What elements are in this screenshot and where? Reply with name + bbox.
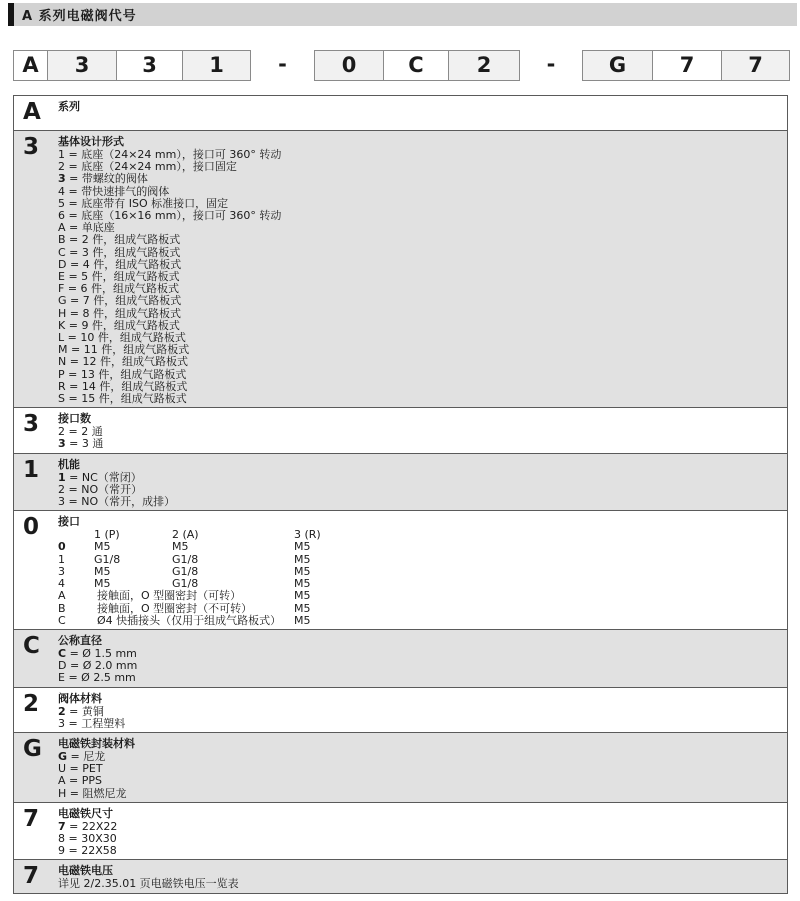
- option-value: NC（常闭）: [81, 470, 142, 484]
- port-row-a-value: G1/8: [172, 564, 199, 578]
- header-strip: [14, 3, 797, 26]
- code-cell-5: 0: [314, 50, 384, 81]
- option-equals: =: [65, 704, 82, 718]
- option-equals: =: [65, 425, 82, 439]
- option-key: G: [58, 749, 68, 763]
- port-row-r-value: M5: [294, 613, 311, 627]
- option-item: [58, 763, 779, 775]
- section-row: [14, 629, 787, 687]
- port-col-header: 2 (A): [172, 528, 199, 542]
- option-key: H: [58, 306, 67, 320]
- option-value: 11 件，组成气路板式: [83, 343, 190, 357]
- option-equals: =: [66, 257, 83, 271]
- option-equals: =: [66, 646, 83, 660]
- port-row-r-value: M5: [294, 601, 311, 615]
- code-cell-7: 2: [448, 50, 520, 81]
- section-code-letter: 7: [23, 863, 40, 890]
- option-equals: =: [65, 172, 82, 186]
- section-title: 机能: [58, 457, 80, 471]
- option-item: [58, 833, 779, 845]
- option-value: 阻燃尼龙: [82, 786, 127, 800]
- option-value: 3 件，组成气路板式: [81, 245, 181, 259]
- option-key: M: [58, 343, 68, 357]
- port-row-span-value: 接触面，O 型圈密封（可转）: [97, 589, 242, 603]
- port-row-a-value: G1/8: [172, 552, 199, 566]
- option-key: 3: [58, 172, 66, 186]
- section-row: [14, 96, 787, 130]
- port-row-key: 0: [58, 540, 66, 554]
- option-key: 3: [58, 437, 66, 451]
- option-equals: =: [64, 367, 81, 381]
- port-row-key: 1: [58, 552, 65, 566]
- option-key: 4: [58, 184, 65, 198]
- option-value: NO（常开，成排）: [81, 495, 176, 509]
- option-value: 尼龙: [83, 749, 106, 763]
- option-key: 1: [58, 148, 65, 161]
- option-equals: =: [65, 221, 82, 235]
- option-equals: =: [66, 306, 83, 320]
- option-equals: =: [65, 716, 82, 730]
- port-table-row: [58, 615, 779, 627]
- section-code-letter: 3: [23, 134, 40, 160]
- section-row: [14, 510, 787, 629]
- port-row-r-value: M5: [294, 577, 311, 591]
- section-content: [58, 96, 787, 130]
- option-key: F: [58, 282, 65, 296]
- code-cell-0: A: [13, 50, 48, 81]
- model-code-row: [13, 50, 797, 81]
- section-content: [58, 803, 787, 860]
- section-title: 系列: [58, 100, 80, 113]
- option-value: PPS: [81, 774, 102, 788]
- port-row-r-value: M5: [294, 552, 311, 566]
- section-row: [14, 687, 787, 732]
- option-equals: =: [65, 437, 82, 451]
- section-code-letter: 2: [23, 690, 40, 717]
- option-equals: =: [65, 184, 82, 198]
- port-table-row: [58, 566, 779, 578]
- option-equals: =: [65, 245, 82, 259]
- option-value: NO（常开）: [81, 482, 143, 496]
- port-row-a-value: M5: [172, 540, 189, 554]
- option-key: R: [58, 379, 66, 393]
- port-row-p-value: M5: [94, 577, 111, 591]
- option-value: 5 件，组成气路板式: [81, 270, 180, 284]
- option-equals: =: [65, 831, 82, 845]
- option-item: [58, 426, 779, 438]
- option-value: 13 件，组成气路板式: [80, 367, 187, 381]
- option-key: 9: [58, 844, 65, 858]
- option-value: 3 通: [81, 437, 104, 451]
- section-row: [14, 859, 787, 893]
- option-value: 22X22: [81, 819, 118, 833]
- option-equals: =: [64, 392, 82, 406]
- section-title: 接口: [58, 515, 80, 529]
- section-note: 详见 2/2.35.01 页电磁铁电压一览表: [58, 877, 239, 891]
- section-title: 公称直径: [58, 633, 102, 647]
- section-content: [58, 408, 787, 452]
- option-value: Ø 2.5 mm: [81, 671, 136, 685]
- option-value: 底座（16×16 mm），接口可 360° 转动: [81, 209, 282, 223]
- option-item: [58, 438, 779, 450]
- option-key: B: [58, 233, 66, 247]
- option-key: 5: [58, 196, 65, 210]
- option-equals: =: [65, 774, 82, 788]
- option-value: 黄铜: [81, 704, 104, 718]
- port-row-r-value: M5: [294, 540, 311, 554]
- option-value: 2 通: [81, 425, 103, 439]
- option-equals: =: [65, 482, 82, 496]
- section-content: [58, 131, 787, 407]
- option-value: 15 件，组成气路板式: [81, 392, 187, 406]
- section-row: [14, 802, 787, 860]
- code-separator: -: [278, 52, 287, 76]
- port-row-r-value: M5: [294, 589, 311, 603]
- option-equals: =: [66, 762, 83, 776]
- option-equals: =: [64, 331, 81, 345]
- code-separator: -: [546, 52, 556, 76]
- option-key: D: [58, 257, 67, 271]
- section-content: [58, 454, 787, 511]
- section-row: [14, 732, 787, 802]
- section-row: [14, 407, 787, 452]
- port-table-row: [58, 590, 779, 602]
- option-key: 2: [58, 482, 65, 496]
- code-cell-3: 1: [182, 50, 251, 81]
- option-key: S: [58, 392, 65, 406]
- port-row-key: 4: [58, 577, 65, 591]
- option-item: [58, 718, 779, 730]
- option-value: 22X58: [81, 844, 117, 858]
- option-key: C: [58, 646, 67, 660]
- section-row: [14, 130, 787, 407]
- option-value: 单底座: [81, 221, 115, 235]
- option-value: 工程塑料: [81, 716, 126, 730]
- section-content: [58, 630, 787, 687]
- section-code-letter: 0: [23, 514, 40, 541]
- code-cell-11: 7: [721, 50, 790, 81]
- option-equals: =: [65, 196, 82, 210]
- option-key: N: [58, 355, 67, 369]
- section-title: 基体设计形式: [58, 135, 124, 148]
- port-row-key: 3: [58, 564, 65, 578]
- section-content: [58, 860, 787, 893]
- option-key: K: [58, 318, 66, 332]
- option-item: [58, 161, 779, 173]
- option-equals: =: [66, 355, 83, 369]
- section-content: [58, 733, 787, 802]
- option-key: 6: [58, 209, 65, 223]
- section-content: [58, 688, 787, 732]
- port-row-p-value: G1/8: [94, 552, 121, 566]
- option-equals: =: [67, 749, 84, 763]
- option-value: 6 件，组成气路板式: [80, 282, 180, 296]
- page-header-bar: [8, 3, 797, 26]
- option-item: [58, 845, 779, 857]
- option-key: 2: [58, 704, 66, 718]
- option-value: 带螺纹的阀体: [81, 172, 148, 186]
- option-value: 8 件，组成气路板式: [82, 306, 181, 320]
- code-cell-9: G: [582, 50, 653, 81]
- code-cell-2: 3: [116, 50, 183, 81]
- option-item: [58, 821, 779, 833]
- option-value: 带快速排气的阀体: [81, 184, 170, 198]
- option-value: 底座带有 ISO 标准接口，固定: [81, 196, 229, 210]
- option-value: 7 件，组成气路板式: [82, 294, 182, 308]
- option-value: 9 件，组成气路板式: [81, 318, 180, 332]
- option-key: 3: [58, 495, 65, 509]
- option-equals: =: [65, 318, 82, 332]
- option-item: [58, 210, 779, 222]
- section-title: 电磁铁电压: [58, 864, 113, 878]
- option-equals: =: [65, 233, 82, 247]
- option-key: 8: [58, 831, 65, 845]
- option-item: [58, 393, 779, 405]
- section-code-letter: 7: [23, 805, 40, 832]
- option-equals: =: [64, 282, 81, 296]
- option-value: 14 件，组成气路板式: [81, 379, 188, 393]
- option-item: [58, 472, 779, 484]
- port-col-header: 1 (P): [94, 528, 120, 542]
- option-key: A: [58, 774, 66, 788]
- section-row: [14, 453, 787, 511]
- option-equals: =: [65, 209, 82, 223]
- port-col-header: 3 (R): [294, 528, 321, 542]
- section-code-letter: A: [23, 99, 41, 125]
- option-equals: =: [65, 844, 82, 858]
- option-key: E: [58, 671, 65, 685]
- option-key: 3: [58, 716, 65, 730]
- code-cell-1: 3: [47, 50, 117, 81]
- section-title: 接口数: [58, 412, 91, 426]
- port-row-key: B: [58, 601, 66, 615]
- code-cell-10: 7: [652, 50, 722, 81]
- code-cell-6: C: [383, 50, 449, 81]
- code-breakdown-table: [13, 95, 788, 894]
- section-code-letter: C: [23, 632, 40, 659]
- page-title: A 系列电磁阀代号: [22, 9, 137, 24]
- option-item: [58, 775, 779, 787]
- option-key: 7: [58, 819, 66, 833]
- port-row-key: A: [58, 589, 66, 603]
- section-content: [58, 511, 787, 629]
- section-title: 阀体材料: [58, 691, 102, 705]
- section-code-letter: 3: [23, 411, 40, 438]
- option-value: 底座（24×24 mm），接口可 360° 转动: [81, 148, 282, 161]
- option-key: D: [58, 659, 67, 673]
- section-title: 电磁铁封装材料: [58, 736, 135, 750]
- option-item: [58, 496, 779, 508]
- option-value: Ø 1.5 mm: [82, 646, 137, 660]
- option-item: [58, 660, 779, 672]
- option-key: E: [58, 270, 65, 284]
- port-table-header-row: [58, 529, 779, 541]
- option-key: A: [58, 221, 66, 235]
- port-row-key: C: [58, 613, 66, 627]
- port-row-span-value: Ø4 快插接头（仅用于组成气路板式）: [97, 613, 282, 627]
- option-item: [58, 706, 779, 718]
- option-equals: =: [65, 148, 82, 161]
- option-key: G: [58, 294, 67, 308]
- option-equals: =: [66, 659, 83, 673]
- option-key: C: [58, 245, 66, 259]
- option-equals: =: [64, 671, 82, 685]
- option-value: PET: [82, 762, 103, 776]
- option-key: H: [58, 786, 67, 800]
- section-code-letter: G: [23, 735, 42, 762]
- option-item: [58, 751, 779, 763]
- option-value: 2 件，组成气路板式: [81, 233, 181, 247]
- option-key: 2: [58, 425, 65, 439]
- option-equals: =: [65, 495, 82, 509]
- port-row-p-value: M5: [94, 564, 111, 578]
- option-value: Ø 2.0 mm: [82, 659, 138, 673]
- option-key: U: [58, 762, 67, 776]
- option-equals: =: [64, 270, 82, 284]
- option-key: 1: [58, 470, 66, 484]
- option-equals: =: [65, 819, 82, 833]
- port-table-row: [58, 541, 779, 553]
- option-key: P: [58, 367, 65, 381]
- port-row-p-value: M5: [94, 540, 111, 554]
- port-row-r-value: M5: [294, 564, 311, 578]
- port-table-row: [58, 603, 779, 615]
- port-row-a-value: G1/8: [172, 577, 199, 591]
- option-item: [58, 648, 779, 660]
- option-equals: =: [65, 379, 82, 393]
- option-value: 底座（24×24 mm），接口固定: [81, 160, 237, 174]
- option-key: L: [58, 331, 65, 345]
- port-row-span-value: 接触面，O 型圈密封（不可转）: [97, 601, 253, 615]
- option-equals: =: [66, 786, 83, 800]
- option-value: 10 件，组成气路板式: [80, 331, 186, 345]
- option-value: 4 件，组成气路板式: [82, 257, 182, 271]
- option-equals: =: [66, 294, 83, 308]
- section-code-letter: 1: [23, 456, 40, 483]
- option-item: [58, 672, 779, 684]
- option-value: 12 件，组成气路板式: [82, 355, 188, 369]
- section-title: 电磁铁尺寸: [58, 806, 113, 820]
- option-equals: =: [67, 343, 84, 357]
- option-equals: =: [65, 160, 82, 174]
- port-table-row: [58, 554, 779, 566]
- option-key: 2: [58, 160, 65, 174]
- option-value: 30X30: [81, 831, 117, 845]
- option-item: [58, 788, 779, 800]
- option-equals: =: [65, 470, 82, 484]
